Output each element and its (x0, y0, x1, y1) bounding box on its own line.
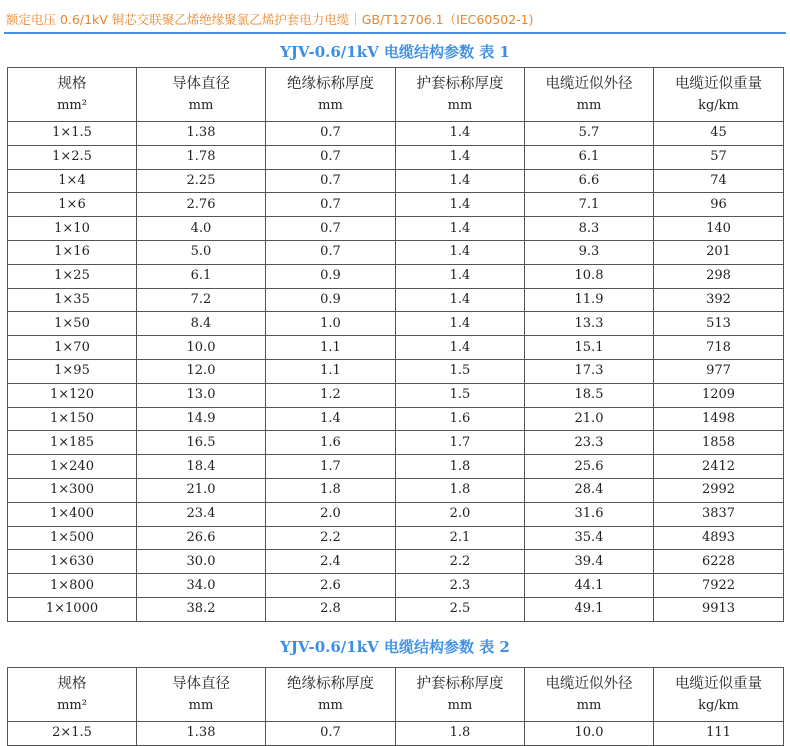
table-cell: 1.5 (396, 359, 525, 383)
table-row (8, 383, 784, 407)
column-header-spec: 规格 mm² (8, 68, 137, 122)
table-cell: 49.1 (525, 597, 654, 621)
table-cell: 1×300 (8, 478, 137, 502)
column-header-weight: 电缆近似重量 kg/km (654, 68, 784, 122)
table-cell: 0.7 (266, 193, 396, 217)
table-cell: 2.4 (266, 550, 396, 574)
table-row (8, 502, 784, 526)
table2-title: YJV-0.6/1kV 电缆结构参数 表 2 (280, 638, 510, 656)
table-cell: 7922 (654, 574, 784, 598)
table-cell: 1.4 (396, 240, 525, 264)
table-cell: 28.4 (525, 478, 654, 502)
table-cell: 0.7 (266, 722, 396, 746)
column-header-sheath-thickness: 护套标称厚度 mm (396, 68, 525, 122)
table-row (8, 574, 784, 598)
table-cell: 1×150 (8, 407, 137, 431)
table-cell: 201 (654, 240, 784, 264)
table-cell: 2.1 (396, 526, 525, 550)
table-cell: 16.5 (137, 431, 266, 455)
page-header (0, 0, 790, 36)
table-cell: 2.76 (137, 193, 266, 217)
table2-body (8, 722, 784, 746)
table-cell: 35.4 (525, 526, 654, 550)
table-cell: 392 (654, 288, 784, 312)
table-cell: 1.4 (396, 217, 525, 241)
table-row (8, 359, 784, 383)
table-cell: 9.3 (525, 240, 654, 264)
table1-title: YJV-0.6/1kV 电缆结构参数 表 1 (280, 43, 510, 61)
table-cell: 5.7 (525, 122, 654, 146)
table-cell: 1.4 (266, 407, 396, 431)
table-cell: 7.2 (137, 288, 266, 312)
table-row (8, 336, 784, 360)
table-cell: 2.0 (396, 502, 525, 526)
table-cell: 1×70 (8, 336, 137, 360)
table-cell: 1.8 (266, 478, 396, 502)
column-header-conductor-diameter: 导体直径 mm (137, 668, 266, 722)
table-cell: 1×2.5 (8, 145, 137, 169)
table-cell: 1×1.5 (8, 122, 137, 146)
table-row (8, 288, 784, 312)
table-cell: 1.1 (266, 359, 396, 383)
table-cell: 1.4 (396, 169, 525, 193)
table-row (8, 264, 784, 288)
table-row (8, 550, 784, 574)
table-row (8, 407, 784, 431)
table-cell: 10.0 (137, 336, 266, 360)
table-row (8, 240, 784, 264)
table-cell: 25.6 (525, 455, 654, 479)
table-cell: 14.9 (137, 407, 266, 431)
table-cell: 10.8 (525, 264, 654, 288)
table-cell: 2.0 (266, 502, 396, 526)
table-cell: 2992 (654, 478, 784, 502)
table-cell: 23.4 (137, 502, 266, 526)
table-cell: 6228 (654, 550, 784, 574)
table-cell: 7.1 (525, 193, 654, 217)
table-cell: 6.1 (525, 145, 654, 169)
table-cell: 9913 (654, 597, 784, 621)
table-cell: 2.5 (396, 597, 525, 621)
column-header-spec: 规格 mm² (8, 668, 137, 722)
table-cell: 1.4 (396, 264, 525, 288)
column-header-insulation-thickness: 绝缘标称厚度 mm (266, 68, 396, 122)
table-row (8, 312, 784, 336)
table-cell: 2.2 (396, 550, 525, 574)
column-header-sheath-thickness: 护套标称厚度 mm (396, 668, 525, 722)
table-cell: 140 (654, 217, 784, 241)
table-cell: 1.5 (396, 383, 525, 407)
table-cell: 1×35 (8, 288, 137, 312)
table-cell: 1×16 (8, 240, 137, 264)
table-cell: 1.2 (266, 383, 396, 407)
table-cell: 0.7 (266, 217, 396, 241)
table-cell: 4893 (654, 526, 784, 550)
table-row (8, 455, 784, 479)
table-cell: 38.2 (137, 597, 266, 621)
table-row (8, 722, 784, 746)
table-cell: 0.7 (266, 145, 396, 169)
table-cell: 8.4 (137, 312, 266, 336)
table-cell: 10.0 (525, 722, 654, 746)
table-cell: 23.3 (525, 431, 654, 455)
table-cell: 1×630 (8, 550, 137, 574)
table-cell: 0.7 (266, 240, 396, 264)
table-cell: 34.0 (137, 574, 266, 598)
table-cell: 1.4 (396, 145, 525, 169)
table-cell: 1×400 (8, 502, 137, 526)
table-cell: 1×25 (8, 264, 137, 288)
table-cell: 1858 (654, 431, 784, 455)
table-cell: 1×240 (8, 455, 137, 479)
table-row (8, 145, 784, 169)
table-row (8, 431, 784, 455)
table1-spec-table (7, 67, 784, 622)
table-cell: 1×500 (8, 526, 137, 550)
table-cell: 3837 (654, 502, 784, 526)
table-row (8, 169, 784, 193)
table-cell: 18.4 (137, 455, 266, 479)
column-header-outer-diameter: 电缆近似外径 mm (525, 668, 654, 722)
table-cell: 1×120 (8, 383, 137, 407)
header-title: 额定电压 0.6/1kV 铜芯交联聚乙烯绝缘聚氯乙烯护套电力电缆｜GB/T12706.1（IEC60502-1) (6, 12, 534, 27)
column-header-outer-diameter: 电缆近似外径 mm (525, 68, 654, 122)
table-cell: 8.3 (525, 217, 654, 241)
table-cell: 1.38 (137, 122, 266, 146)
table-cell: 13.3 (525, 312, 654, 336)
table-cell: 1.6 (396, 407, 525, 431)
table-cell: 1.6 (266, 431, 396, 455)
table-cell: 1.4 (396, 312, 525, 336)
table-cell: 6.6 (525, 169, 654, 193)
table-cell: 2×1.5 (8, 722, 137, 746)
table-cell: 1×185 (8, 431, 137, 455)
table-cell: 1.0 (266, 312, 396, 336)
table-cell: 0.7 (266, 169, 396, 193)
table-cell: 44.1 (525, 574, 654, 598)
table-row (8, 193, 784, 217)
table-cell: 26.6 (137, 526, 266, 550)
table-cell: 1×10 (8, 217, 137, 241)
table-cell: 12.0 (137, 359, 266, 383)
table-cell: 2.3 (396, 574, 525, 598)
table-cell: 513 (654, 312, 784, 336)
table-cell: 1498 (654, 407, 784, 431)
table-cell: 1×6 (8, 193, 137, 217)
table-row (8, 217, 784, 241)
table-cell: 111 (654, 722, 784, 746)
table-cell: 298 (654, 264, 784, 288)
column-header-insulation-thickness: 绝缘标称厚度 mm (266, 668, 396, 722)
table-row (8, 478, 784, 502)
table-cell: 15.1 (525, 336, 654, 360)
table-cell: 5.0 (137, 240, 266, 264)
table2-spec-table (7, 667, 784, 746)
table-row (8, 122, 784, 146)
table1-body (8, 122, 784, 622)
table-cell: 718 (654, 336, 784, 360)
table-cell: 2412 (654, 455, 784, 479)
column-header-conductor-diameter: 导体直径 mm (137, 68, 266, 122)
table-row (8, 597, 784, 621)
table-cell: 1.4 (396, 122, 525, 146)
table-cell: 1.4 (396, 288, 525, 312)
table-cell: 96 (654, 193, 784, 217)
table-cell: 1.4 (396, 193, 525, 217)
table-cell: 0.9 (266, 264, 396, 288)
table-cell: 1.8 (396, 455, 525, 479)
table-cell: 31.6 (525, 502, 654, 526)
table-cell: 1.8 (396, 722, 525, 746)
table-cell: 18.5 (525, 383, 654, 407)
table-cell: 74 (654, 169, 784, 193)
header-divider (4, 32, 786, 34)
table-cell: 0.7 (266, 122, 396, 146)
table-cell: 57 (654, 145, 784, 169)
table-cell: 11.9 (525, 288, 654, 312)
table-cell: 1.7 (266, 455, 396, 479)
table-cell: 39.4 (525, 550, 654, 574)
table-cell: 13.0 (137, 383, 266, 407)
table-cell: 4.0 (137, 217, 266, 241)
table-cell: 21.0 (137, 478, 266, 502)
table-row (8, 526, 784, 550)
table-cell: 21.0 (525, 407, 654, 431)
table-cell: 1209 (654, 383, 784, 407)
table-cell: 1×4 (8, 169, 137, 193)
table1-header-row (8, 68, 784, 122)
table-cell: 2.25 (137, 169, 266, 193)
table-cell: 1×95 (8, 359, 137, 383)
table-cell: 1×800 (8, 574, 137, 598)
table-cell: 1.1 (266, 336, 396, 360)
table-cell: 30.0 (137, 550, 266, 574)
table-cell: 1.7 (396, 431, 525, 455)
table-cell: 1.4 (396, 336, 525, 360)
table-cell: 1×1000 (8, 597, 137, 621)
table-cell: 977 (654, 359, 784, 383)
table-cell: 1.78 (137, 145, 266, 169)
table-cell: 2.2 (266, 526, 396, 550)
table2-header-row (8, 668, 784, 722)
table-cell: 1.8 (396, 478, 525, 502)
table-cell: 17.3 (525, 359, 654, 383)
table-cell: 1.38 (137, 722, 266, 746)
column-header-weight: 电缆近似重量 kg/km (654, 668, 784, 722)
table-cell: 6.1 (137, 264, 266, 288)
table-cell: 2.8 (266, 597, 396, 621)
table-cell: 0.9 (266, 288, 396, 312)
table-cell: 2.6 (266, 574, 396, 598)
table-cell: 45 (654, 122, 784, 146)
table-cell: 1×50 (8, 312, 137, 336)
